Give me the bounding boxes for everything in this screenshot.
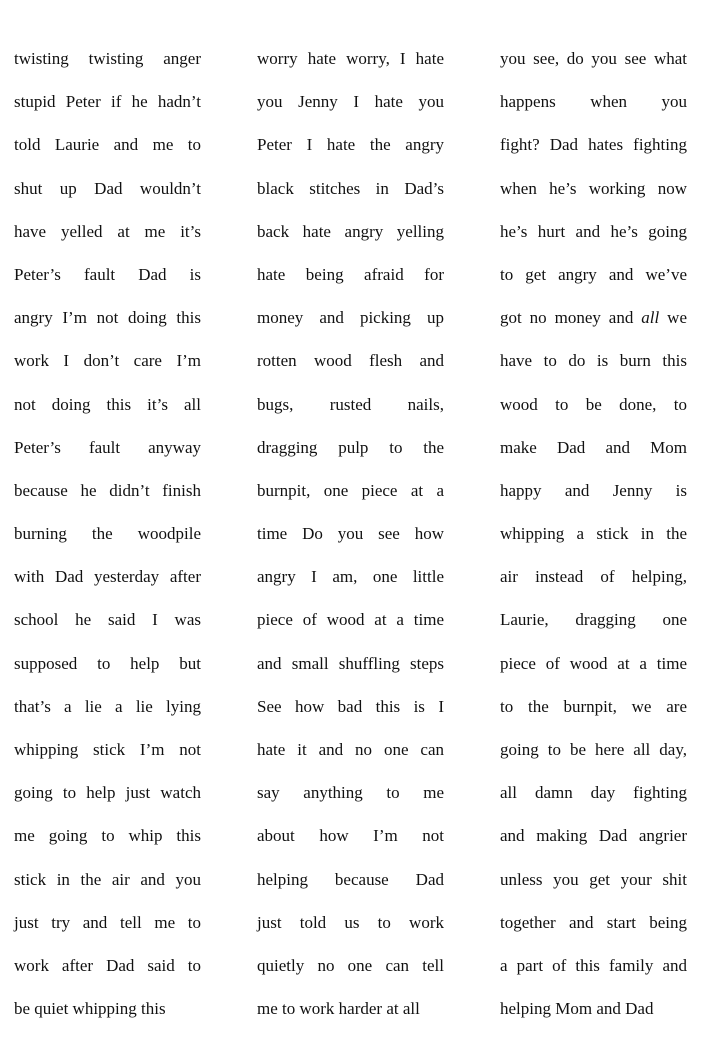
emphasized-word: all — [641, 308, 660, 328]
text-line: going to help just watch — [14, 783, 201, 803]
text-line: and small shuffling steps — [257, 653, 444, 673]
text-line: unless you get your shit — [500, 869, 687, 889]
text-line: burning the woodpile — [14, 524, 201, 544]
text-line: say anything to me — [257, 783, 444, 803]
text-line: whipping a stick in the — [500, 524, 687, 544]
text-line: me to work harder at all — [257, 999, 420, 1019]
text-line: rotten wood flesh and — [257, 351, 444, 371]
text-line: money and picking up — [257, 308, 444, 328]
text-line: with Dad yesterday after — [14, 567, 201, 587]
text-line: me going to whip this — [14, 826, 201, 846]
text-line: when he’s working now — [500, 178, 687, 198]
text-line: you Jenny I hate you — [257, 92, 444, 112]
text-line: quietly no one can tell — [257, 955, 444, 975]
text-line: told Laurie and me to — [14, 135, 201, 155]
text-line: together and start being — [500, 912, 687, 932]
text-line: Peter I hate the angry — [257, 135, 444, 155]
text-line — [500, 303, 687, 346]
text-line: hate it and no one can — [257, 740, 444, 759]
text-line: Peter’s fault anyway — [14, 437, 201, 457]
text-column-3 — [500, 44, 687, 1037]
text-line: make Dad and Mom — [500, 437, 687, 457]
text-line: angry I am, one little — [257, 567, 444, 587]
text-line: wood to be done, to — [500, 394, 687, 414]
text-line: worry hate worry, I hate — [257, 49, 444, 68]
text-line: whipping stick I’m not — [14, 740, 201, 759]
text-line: have yelled at me it’s — [14, 221, 201, 241]
text-line: dragging pulp to the — [257, 437, 444, 457]
text-column-1 — [14, 44, 201, 1037]
text-line: to the burnpit, we are — [500, 696, 687, 716]
text-line: he’s hurt and he’s going — [500, 221, 687, 241]
text-line: air instead of helping, — [500, 567, 687, 587]
text-line: happy and Jenny is — [500, 480, 687, 500]
text-line: all damn day fighting — [500, 783, 687, 803]
text-line: that’s a lie a lie lying — [14, 696, 201, 716]
text-line: twisting twisting anger — [14, 49, 201, 68]
text-line: Laurie, dragging one — [500, 610, 687, 630]
text-line: See how bad this is I — [257, 696, 444, 716]
text-line: work I don’t care I’m — [14, 351, 201, 371]
text-line: helping because Dad — [257, 869, 444, 889]
text-line: back hate angry yelling — [257, 221, 444, 241]
text-line: about how I’m not — [257, 826, 444, 846]
text-line: a part of this family and — [500, 955, 687, 975]
text-line: fight? Dad hates fighting — [500, 135, 687, 155]
text-column-2 — [257, 44, 444, 1037]
text-line: school he said I was — [14, 610, 201, 630]
text-line: be quiet whipping this — [14, 999, 166, 1019]
text-line: helping Mom and Dad — [500, 999, 654, 1019]
text-line: going to be here all day, — [500, 740, 687, 759]
text-line: happens when you — [500, 92, 687, 112]
text-line: to get angry and we’ve — [500, 264, 687, 284]
text-line: because he didn’t finish — [14, 480, 201, 500]
text-line: you see, do you see what — [500, 49, 687, 68]
text-line: Peter’s fault Dad is — [14, 264, 201, 284]
text-line: just try and tell me to — [14, 912, 201, 932]
text-line: stick in the air and you — [14, 869, 201, 889]
text-line: black stitches in Dad’s — [257, 178, 444, 198]
text-line: piece of wood at a time — [257, 610, 444, 630]
text-line: time Do you see how — [257, 524, 444, 544]
text-line: shut up Dad wouldn’t — [14, 178, 201, 198]
text-line: stupid Peter if he hadn’t — [14, 92, 201, 112]
text-line: piece of wood at a time — [500, 653, 687, 673]
text-line: and making Dad angrier — [500, 826, 687, 846]
text-line: supposed to help but — [14, 653, 201, 673]
text-line: have to do is burn this — [500, 351, 687, 371]
text-line: angry I’m not doing this — [14, 308, 201, 328]
text-run: we — [659, 308, 687, 328]
text-line: just told us to work — [257, 912, 444, 932]
text-run: got no money and — [500, 308, 642, 328]
text-line: bugs, rusted nails, — [257, 394, 444, 414]
text-line: work after Dad said to — [14, 955, 201, 975]
text-line: hate being afraid for — [257, 264, 444, 284]
text-line: not doing this it’s all — [14, 394, 201, 414]
text-line: burnpit, one piece at a — [257, 480, 444, 500]
